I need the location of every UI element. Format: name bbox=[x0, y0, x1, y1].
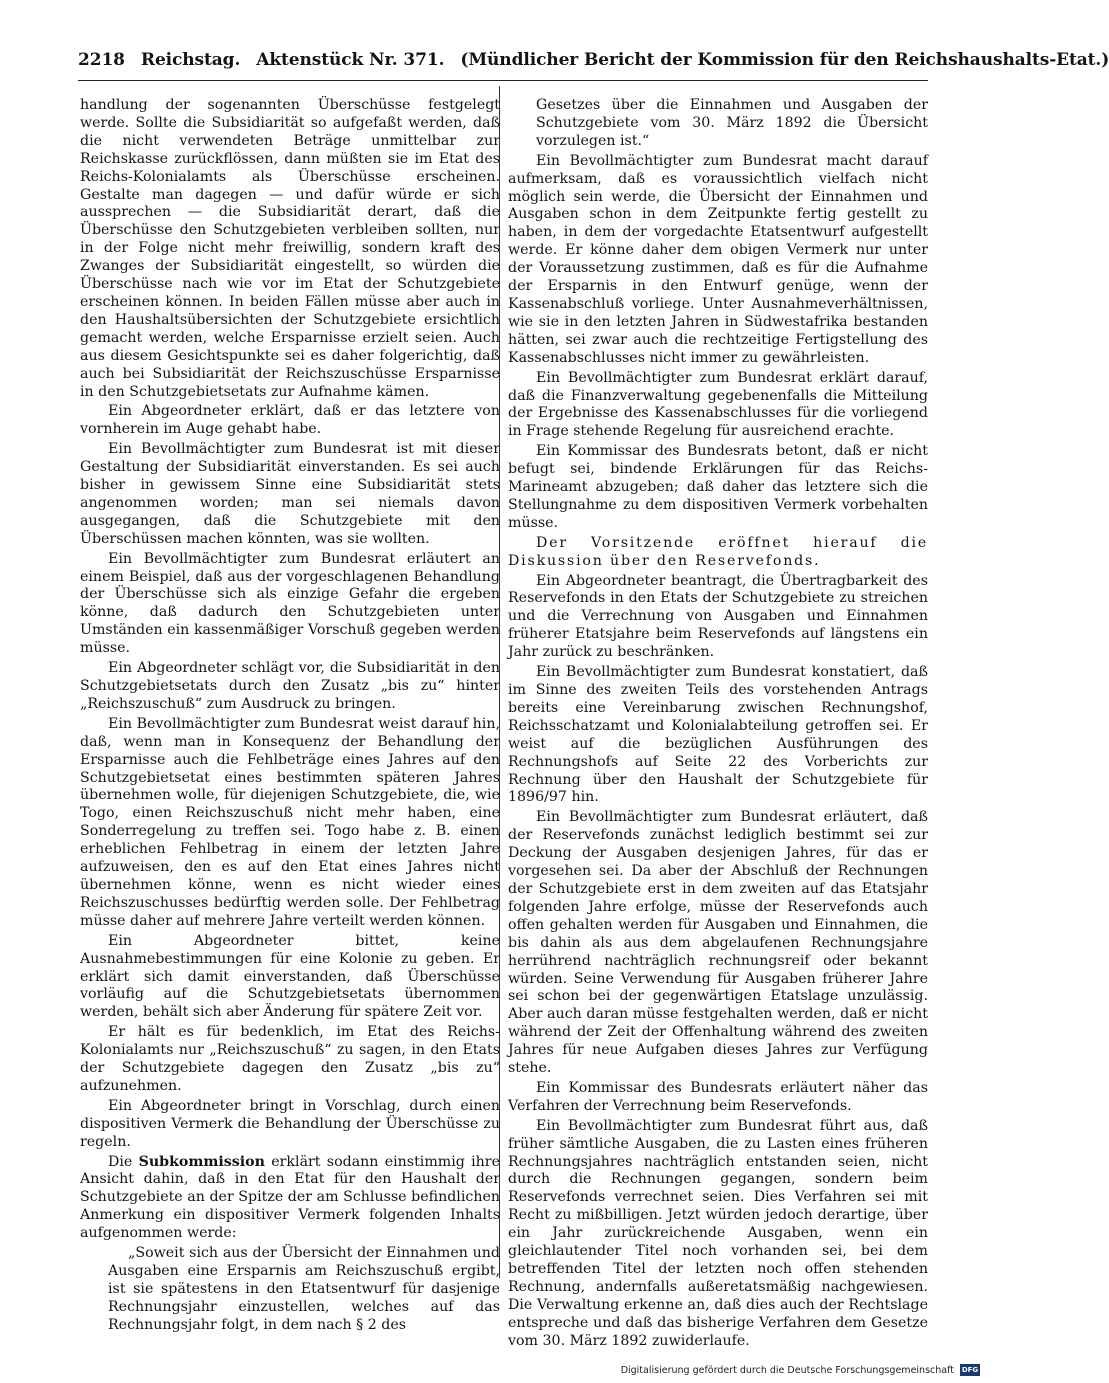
subkommission-text: erklärt sodann einstimmig ihre Ansicht dahin, daß in den Etat für den Haushalt der Schutzgebiete an der Spitze der am Schlusse befindlichen Anmerkung ein dispositiver Vermerk folgenden Inhalts aufgenommen werde: bbox=[80, 1153, 500, 1242]
footer-text: Digitalisierung gefördert durch die Deutsche Forschungsgemeinschaft bbox=[620, 1364, 954, 1376]
paragraph: Ein Abgeordneter bringt in Vorschlag, durch einen dispositiven Vermerk die Behandlung der Überschüsse zu regeln. bbox=[80, 1097, 500, 1150]
right-column bbox=[508, 97, 928, 1353]
paragraph: Er hält es für bedenklich, im Etat des Reichs-Kolonialamts nur „Reichszuschuß“ zu sagen, in den Etats der Schutzgebiete dagegen den Zusatz „bis zu“ aufzunehmen. bbox=[80, 1024, 500, 1094]
paragraph: Ein Bevollmächtigter zum Bundesrat ist mit dieser Gestaltung der Subsidiarität einverstanden. Es sei auch bisher in gewissem Sinne eine Subsidiarität stets angenommen worden; man sei niemals davon ausgegangen, daß die Schutzgebiete mit den Überschüssen machen könnten, was sie wollten. bbox=[80, 441, 500, 547]
paragraph: Ein Bevollmächtigter zum Bundesrat macht darauf aufmerksam, daß es voraussichtlich vielfach nicht möglich sein werde, die Übersicht der Einnahmen und Ausgaben schon in dem Zeitpunkte fertig gestellt zu haben, in dem der vorgedachte Etatsentwurf aufgestellt werde. Er könne daher dem obigen Vermerk nur unter der Voraussetzung zustimmen, daß es für die Aufnahme der Ersparnis in den Entwurf genüge, wenn der Kassenabschluß vorliege. Unter Ausnahmeverhältnissen, wie sie in den letzten Jahren in Südwestafrika bestanden hätten, sei zwar auch die rechtzeitige Fertigstellung des Kassenabschlusses nicht immer zu gewährleisten. bbox=[508, 152, 928, 366]
header-rule bbox=[78, 80, 928, 81]
header-source: Reichstag. bbox=[140, 50, 241, 70]
paragraph: handlung der sogenannten Überschüsse festgelegt werde. Sollte die Subsidiarität so aufgefaßt werden, daß die nicht verwendeten Beträge unmittelbar zur Reichskasse zurückflössen, dann müßten sie im Etat des Reichs-Kolonialamts als Überschüsse erscheinen. Gestalte man dagegen — und dafür würde er sich aussprechen — die Subsidiarität derart, daß die Überschüsse den Schutzgebieten verbleiben sollten, nur in der Folge nicht mehr freiwillig, sondern kraft des Zwanges der Subsidiarität eingestellt, so würden die Überschüsse nach wie vor im Etat der Schutzgebiete erscheinen können. In beiden Fällen müsse aber auch in den Haushaltsübersichten der Schutzgebiete ersichtlich gemacht werden, welche Ersparnisse erzielt seien. Auch aus diesem Gesichtspunkte sei es daher folgerichtig, daß auch bei Subsidiarität der Reichszuschüsse Ersparnisse in den Schutzgebietsetats zur Aufnahme kämen. bbox=[80, 97, 500, 400]
subkommission-paragraph bbox=[80, 1154, 500, 1244]
page-header bbox=[78, 50, 1109, 70]
column-divider bbox=[499, 86, 500, 1278]
paragraph: Ein Abgeordneter beantragt, die Übertragbarkeit des Reservefonds in den Etats der Schutzgebiete zu streichen und die Verrechnung von Ausgaben und Einnahmen früherer Etatsjahre beim Reservefonds auf längstens ein Jahr zurück zu beschränken. bbox=[508, 572, 928, 661]
quoted-note-end: Gesetzes über die Einnahmen und Ausgaben der Schutzgebiete vom 30. März 1892 die Übersicht vorzulegen ist.“ bbox=[536, 97, 928, 149]
header-document: Aktenstück Nr. 371. bbox=[256, 50, 445, 70]
subkommission-lead: Die bbox=[108, 1153, 133, 1170]
paragraph: Ein Bevollmächtigter zum Bundesrat konstatiert, daß im Sinne des zweiten Teils des vorstehenden Antrags bereits eine Vereinbarung zwischen Rechnungshof, Reichsschatzamt und Kolonialabteilung getroffen sei. Er weist auf die bezüglichen Ausführungen des Rechnungshofs auf Seite 22 des Vorberichts zur Rechnung über den Haushalt der Schutzgebiete für 1896/97 hin. bbox=[508, 664, 928, 806]
page-number: 2218 bbox=[78, 50, 125, 70]
quoted-note: „Soweit sich aus der Übersicht der Einnahmen und Ausgaben eine Ersparnis am Reichszuschuß ergibt, ist sie spätestens in den Etatsentwurf für dasjenige Rechnungsjahr einzustellen, welches auf das Rechnungsjahr folgt, in dem nach § 2 des bbox=[108, 1245, 500, 1333]
paragraph: Ein Bevollmächtigter zum Bundesrat erläutert an einem Beispiel, daß aus der vorgeschlagenen Behandlung der Überschüsse sich als einzige Gefahr die ergeben könne, daß dadurch den Schutzgebieten unter Umständen ein kassenmäßiger Vorschuß gegeben werden müsse. bbox=[80, 550, 500, 657]
header-subtitle: (Mündlicher Bericht der Kommission für den Reichshaushalts-Etat.) bbox=[460, 50, 1109, 70]
paragraph: Ein Bevollmächtigter zum Bundesrat weist darauf hin, daß, wenn man in Konsequenz der Behandlung der Ersparnisse auch die Fehlbeträge eines Jahres auf den Schutzgebietsetat eines bestimmten späteren Jahres übernehmen wolle, für diejenigen Schutzgebiete, die, wie Togo, einen Reichszuschuß nicht mehr haben, eine Sonderregelung zu treffen sei. Togo habe z. B. einen erheblichen Fehlbetrag in einem der letzten Jahre aufzuweisen, den es auf den Etat eines Jahres nicht übernehmen könne, wenn es nicht wieder eines Reichszuschusses bedürftig werden solle. Der Fehlbetrag müsse daher auf mehrere Jahre verteilt werden können. bbox=[80, 715, 500, 929]
subkommission-term: Subkommission bbox=[138, 1153, 265, 1170]
paragraph: Ein Abgeordneter schlägt vor, die Subsidiarität in den Schutzgebietsetats durch den Zusatz „bis zu“ hinter „Reichszuschuß“ zum Ausdruck zu bringen. bbox=[80, 660, 500, 712]
footer bbox=[621, 1364, 980, 1376]
paragraph: Ein Kommissar des Bundesrats erläutert näher das Verfahren der Verrechnung beim Reservefonds. bbox=[508, 1079, 928, 1114]
left-column bbox=[80, 97, 500, 1337]
paragraph: Ein Kommissar des Bundesrats betont, daß er nicht befugt sei, bindende Erklärungen für das Reichs-Marineamt abzugeben; daß daher das letztere sich die Stellungnahme zu dem dispositiven Vermerk vorbehalten müsse. bbox=[508, 443, 928, 531]
dfg-logo: DFG bbox=[961, 1366, 979, 1374]
chair-opens-discussion: Der Vorsitzende eröffnet hierauf die Diskussion über den Reservefonds. bbox=[508, 534, 928, 569]
paragraph: Ein Bevollmächtigter zum Bundesrat führt aus, daß früher sämtliche Ausgaben, die zu Lasten eines früheren Rechnungsjahres nachträglich entstanden seien, nicht durch die Rechnungen gegangen, sondern beim Reservefonds verrechnet seien. Dies Verfahren sei mit Recht zu mißbilligen. Jetzt würden jedoch derartige, über ein Jahr zurückreichende Ausgaben, wenn ein gleichlautender Titel noch vorhanden sei, bei dem betreffenden Titel der letzten noch offen stehenden Rechnung, andernfalls außeretatsmäßig nachgewiesen. Die Verwaltung erkenne an, daß dies auch der Rechtslage entspreche und daß das bisherige Verfahren dem Gesetze vom 30. März 1892 zuwiderlaufe. bbox=[508, 1117, 928, 1349]
paragraph: Ein Abgeordneter erklärt, daß er das letztere von vornherein im Auge gehabt habe. bbox=[80, 403, 500, 438]
paragraph: Ein Bevollmächtigter zum Bundesrat erklärt darauf, daß die Finanzverwaltung gegebenenfalls die Mitteilung der Ergebnisse des Kassenabschlusses für die vorliegend in Frage stehende Regelung für ausreichend erachte. bbox=[508, 369, 928, 440]
paragraph: Ein Abgeordneter bittet, keine Ausnahmebestimmungen für eine Kolonie zu geben. Er erklärt sich damit einverstanden, daß Überschüsse vorläufig auf die Schutzgebietsetats übernommen werden, behält sich aber Änderung für spätere Zeit vor. bbox=[80, 932, 500, 1021]
paragraph: Ein Bevollmächtigter zum Bundesrat erläutert, daß der Reservefonds zunächst lediglich bestimmt sei zur Deckung der Ausgaben desjenigen Jahres, für das er vorgesehen sei. Da aber der Abschluß der Rechnungen der Schutzgebiete erst in dem zweiten auf das Etatsjahr folgenden Jahre erfolge, müsse der Reservefonds auch offen gehalten werden für Ausgaben und Einnahmen, die bis dahin als aus dem abgelaufenen Rechnungsjahre herrührend nachträglich rechnungsreif oder bekannt würden. Seine Verwendung für Ausgaben früherer Jahre sei schon bei der gegenwärtigen Etatslage unzulässig. Aber auch daran müsse festgehalten werden, daß er nicht während der Zeit der Offenhaltung während des zweiten Jahres für neue Aufgaben dieses Jahres zur Verfügung stehe. bbox=[508, 809, 928, 1077]
